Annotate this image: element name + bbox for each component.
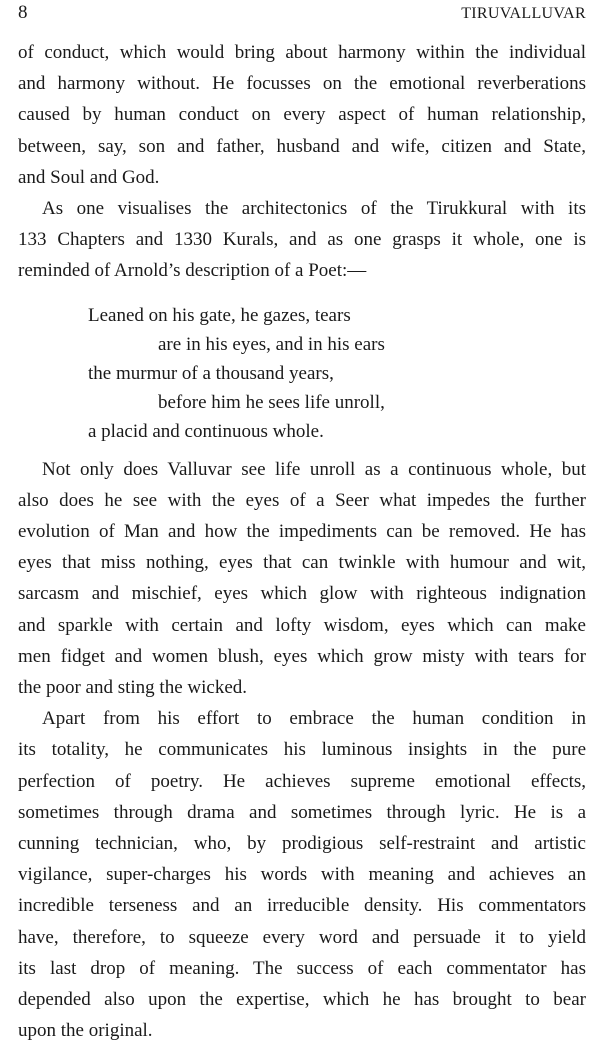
verse-line: are in his eyes, and in his ears [158,333,385,355]
text-line: and harmony without. He focusses on the emotional reverberations [18,73,586,95]
paragraph-3 [18,454,586,704]
verse-line: the murmur of a thousand years, [88,362,334,384]
text-line: also does he see with the eyes of a Seer what impedes the further [18,489,586,511]
verse-quotation [88,301,586,446]
text-line: incredible terseness and an irreducible density. His commentators [18,895,586,917]
text-line: Apart from his effort to embrace the human condition in [42,708,586,730]
running-title: TIRUVALLUVAR [461,5,586,22]
text-line: cunning technician, who, by prodigious self-restraint and artistic [18,833,586,855]
text-line: 133 Chapters and 1330 Kurals, and as one grasps it whole, one is [18,229,586,251]
text-line: sarcasm and mischief, eyes which glow with righteous indignation [18,583,586,605]
text-line: of conduct, which would bring about harmony within the individual [18,42,586,63]
text-line: and Soul and God. [18,166,160,188]
text-line: evolution of Man and how the impediments can be removed. He has [18,521,586,543]
text-line: upon the original. [18,1020,153,1042]
text-line: its totality, he communicates his luminous insights in the pure [18,739,586,761]
text-line: reminded of Arnold’s description of a Poet:— [18,260,367,282]
text-line: between, say, son and father, husband and wife, citizen and State, [18,135,586,157]
page-number: 8 [18,2,28,23]
paragraph-4 [18,703,586,1046]
paragraph-2 [18,193,586,287]
text-line: As one visualises the architectonics of the Tirukkural with its [42,198,586,220]
text-line: depended also upon the expertise, which he has brought to bear [18,989,586,1011]
text-line: caused by human conduct on every aspect of human relationship, [18,104,586,126]
text-line: sometimes through drama and sometimes through lyric. He is a [18,801,586,823]
body-text [18,37,586,1046]
text-line: Not only does Valluvar see life unroll as a continuous whole, but [42,458,586,480]
running-head [18,2,586,28]
verse-line: a placid and continuous whole. [88,420,324,442]
text-line: men fidget and women blush, eyes which grow misty with tears for [18,645,586,667]
text-line: the poor and sting the wicked. [18,677,248,699]
text-line: eyes that miss nothing, eyes that can twinkle with humour and wit, [18,552,586,574]
text-line: its last drop of meaning. The success of each commentator has [18,957,586,979]
verse-line: Leaned on his gate, he gazes, tears [88,304,351,326]
text-line: vigilance, super-charges his words with meaning and achieves an [18,864,586,886]
verse-line: before him he sees life unroll, [158,391,385,413]
text-line: have, therefore, to squeeze every word and persuade it to yield [18,926,586,948]
text-line: perfection of poetry. He achieves supreme emotional effects, [18,770,586,792]
paragraph-1 [18,37,586,193]
text-line: and sparkle with certain and lofty wisdom, eyes which can make [18,614,586,636]
